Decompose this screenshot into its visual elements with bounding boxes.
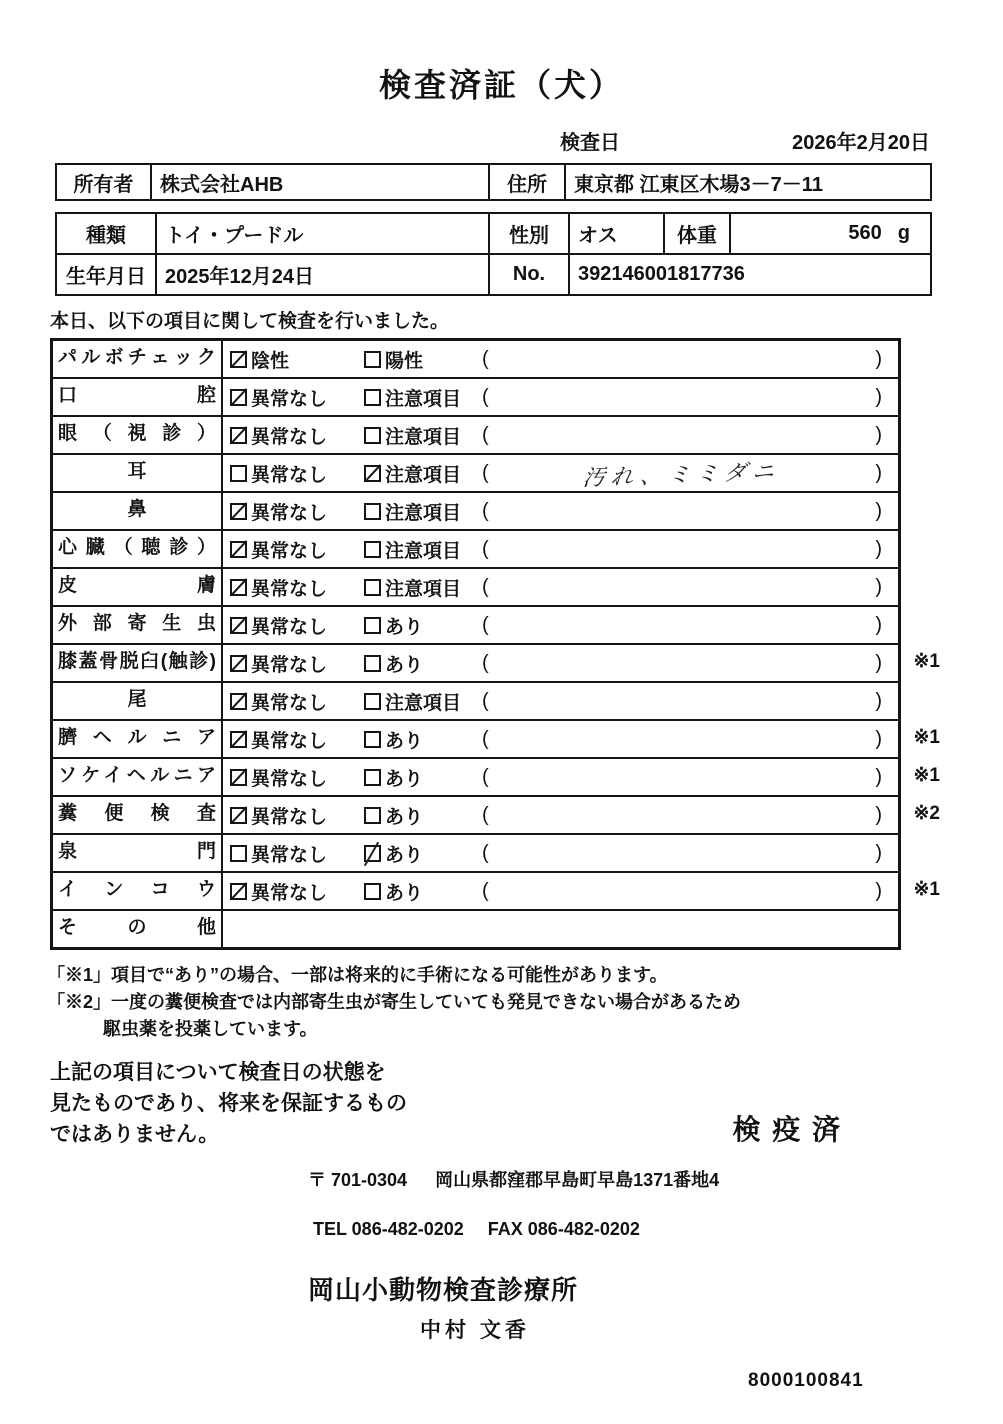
option-label-2: 注意項目 <box>385 540 462 562</box>
exam-row-body <box>223 759 898 795</box>
exam-row-7 <box>53 607 898 645</box>
exam-row-12 <box>53 797 940 835</box>
paren-close: ) <box>875 651 882 674</box>
sex-value: オス <box>569 213 664 254</box>
checkbox-checked-icon <box>230 503 247 520</box>
exam-row-body <box>223 683 898 719</box>
option-label-1: 異常なし <box>251 540 328 562</box>
checkbox-empty-icon <box>364 389 381 406</box>
exam-row-10 <box>53 721 940 759</box>
exam-item-label: インコウ <box>53 873 223 909</box>
checkbox-empty-icon <box>364 427 381 444</box>
exam-item-label: その他 <box>53 911 223 947</box>
exam-row-5 <box>53 531 898 569</box>
paren-open: ( <box>482 537 489 560</box>
reference-mark: ※1 <box>913 765 940 786</box>
option-label-1: 異常なし <box>251 882 328 904</box>
intro-text: 本日、以下の項目に関して検査を行いました。 <box>50 311 450 332</box>
exam-row-body <box>223 873 898 909</box>
paren-close: ) <box>875 423 882 446</box>
checkbox-checked-icon <box>364 845 381 862</box>
checkbox-empty-icon <box>364 769 381 786</box>
option-label-2: 注意項目 <box>385 464 462 486</box>
handwritten-note: 汚れ、ミミダニ <box>581 458 782 491</box>
checkbox-checked-icon <box>230 693 247 710</box>
paren-open: ( <box>482 347 489 370</box>
no-label: No. <box>489 254 569 295</box>
exam-item-label: 膝蓋骨脱臼(触診) <box>53 645 223 681</box>
owner-value: 株式会社AHB <box>151 164 489 200</box>
checkbox-checked-icon <box>230 769 247 786</box>
checkbox-checked-icon <box>230 807 247 824</box>
paren-close: ) <box>875 803 882 826</box>
page-title: 検査済証（犬） <box>378 67 624 103</box>
exam-row-9 <box>53 683 898 721</box>
exam-row-body <box>223 379 898 415</box>
paren-close: ) <box>875 765 882 788</box>
exam-row-body <box>223 607 898 643</box>
exam-row-4 <box>53 493 898 531</box>
paren-open: ( <box>482 651 489 674</box>
exam-row-body <box>223 721 898 757</box>
paren-open: ( <box>482 727 489 750</box>
checkbox-checked-icon <box>230 617 247 634</box>
option-label-1: 異常なし <box>251 730 328 752</box>
weight-label: 体重 <box>664 213 730 254</box>
serial-number: 8000100841 <box>748 1370 864 1391</box>
paren-open: ( <box>482 765 489 788</box>
paren-open: ( <box>482 841 489 864</box>
option-label-1: 異常なし <box>251 616 328 638</box>
option-label-1: 異常なし <box>251 426 328 448</box>
checkbox-empty-icon <box>364 503 381 520</box>
option-label-2: 注意項目 <box>385 388 462 410</box>
checkbox-empty-icon <box>364 693 381 710</box>
exam-row-8 <box>53 645 940 683</box>
paren-close: ) <box>875 537 882 560</box>
option-label-2: あり <box>385 882 424 904</box>
exam-item-label: 臍ヘルニア <box>53 721 223 757</box>
checkbox-checked-icon <box>230 389 247 406</box>
paren-open: ( <box>482 803 489 826</box>
reference-mark: ※2 <box>913 803 940 824</box>
exam-row-6 <box>53 569 898 607</box>
paren-open: ( <box>482 689 489 712</box>
paren-close: ) <box>875 499 882 522</box>
checkbox-empty-icon <box>364 351 381 368</box>
footnote-1: 「※1」項目で“あり”の場合、一部は将来的に手術になる可能性があります。 <box>47 965 668 985</box>
exam-item-label: パルボチェック <box>53 341 223 377</box>
exam-row-0 <box>53 341 898 379</box>
owner-label: 所有者 <box>56 164 151 200</box>
exam-item-label: 耳 <box>53 455 223 491</box>
clinic-name: 岡山小動物検査診療所 <box>308 1275 579 1305</box>
paren-close: ) <box>875 879 882 902</box>
option-label-1: 陰性 <box>251 350 290 372</box>
exam-row-body <box>223 493 898 529</box>
address-label: 住所 <box>489 164 565 200</box>
exam-row-13 <box>53 835 898 873</box>
animal-table <box>55 212 932 296</box>
checkbox-checked-icon <box>230 541 247 558</box>
exam-row-11 <box>53 759 940 797</box>
exam-row-body <box>223 797 898 833</box>
exam-row-15 <box>53 911 898 947</box>
disclaimer-row <box>50 1057 930 1150</box>
option-label-1: 異常なし <box>251 806 328 828</box>
checkbox-empty-icon <box>364 807 381 824</box>
exam-item-label: 尾 <box>53 683 223 719</box>
clinic-tel-line <box>313 1219 1003 1240</box>
exam-item-label: 眼（視診） <box>53 417 223 453</box>
option-label-1: 異常なし <box>251 692 328 714</box>
paren-open: ( <box>482 423 489 446</box>
option-label-1: 異常なし <box>251 768 328 790</box>
option-label-2: あり <box>385 768 424 790</box>
clinic-address: 岡山県都窪郡早島町早島1371番地4 <box>435 1170 720 1190</box>
checkbox-empty-icon <box>364 731 381 748</box>
paren-open: ( <box>482 575 489 598</box>
exam-row-3 <box>53 455 898 493</box>
paren-open: ( <box>482 461 489 484</box>
no-value: 392146001817736 <box>569 254 931 295</box>
checkbox-empty-icon <box>230 465 247 482</box>
paren-open: ( <box>482 385 489 408</box>
paren-close: ) <box>875 689 882 712</box>
option-label-1: 異常なし <box>251 654 328 676</box>
option-label-2: あり <box>385 616 424 638</box>
checkbox-empty-icon <box>364 883 381 900</box>
exam-row-body <box>223 531 898 567</box>
exam-row-2 <box>53 417 898 455</box>
paren-close: ) <box>875 575 882 598</box>
paren-open: ( <box>482 613 489 636</box>
checkbox-checked-icon <box>230 655 247 672</box>
exam-item-label: 口腔 <box>53 379 223 415</box>
exam-row-body <box>223 911 898 947</box>
paren-close: ) <box>875 385 882 408</box>
exam-row-1 <box>53 379 898 417</box>
exam-row-body <box>223 341 898 377</box>
option-label-2: あり <box>385 654 424 676</box>
paren-close: ) <box>875 347 882 370</box>
paren-open: ( <box>482 879 489 902</box>
exam-results-table <box>50 338 940 950</box>
footnote-2b: 駆虫薬を投薬しています。 <box>103 1019 318 1039</box>
option-label-1: 異常なし <box>251 502 328 524</box>
option-label-2: あり <box>385 806 424 828</box>
disclaimer-line-3: ではありません。 <box>50 1123 220 1146</box>
reference-mark: ※1 <box>913 727 940 748</box>
exam-date-label: 検査日 <box>560 132 620 154</box>
exam-item-label: 外部寄生虫 <box>53 607 223 643</box>
paren-close: ) <box>875 613 882 636</box>
checkbox-empty-icon <box>364 579 381 596</box>
checkbox-empty-icon <box>364 655 381 672</box>
exam-item-label: 泉門 <box>53 835 223 871</box>
option-label-1: 異常なし <box>251 388 328 410</box>
exam-row-body <box>223 835 898 871</box>
exam-row-body <box>223 569 898 605</box>
option-label-2: あり <box>385 730 424 752</box>
breed-value: トイ・プードル <box>156 213 489 254</box>
reference-mark: ※1 <box>913 879 940 900</box>
footnote-2: 「※2」一度の糞便検査では内部寄生虫が寄生していても発見できない場合があるため <box>47 992 742 1012</box>
disclaimer-line-2: 見たものであり、将来を保証するもの <box>50 1092 407 1115</box>
checkbox-checked-icon <box>230 883 247 900</box>
paren-close: ) <box>875 727 882 750</box>
birth-label: 生年月日 <box>56 254 156 295</box>
exam-row-body <box>223 645 898 681</box>
option-label-2: 陽性 <box>385 350 424 372</box>
checkbox-empty-icon <box>364 541 381 558</box>
sex-label: 性別 <box>489 213 569 254</box>
exam-item-label: 鼻 <box>53 493 223 529</box>
option-label-2: 注意項目 <box>385 502 462 524</box>
exam-row-body <box>223 417 898 453</box>
clinic-address-line <box>308 1166 1003 1192</box>
option-label-1: 異常なし <box>251 464 328 486</box>
exam-item-label: 心臓（聴診） <box>53 531 223 567</box>
clinic-tel: TEL 086-482-0202 <box>313 1219 464 1239</box>
option-label-2: 注意項目 <box>385 692 462 714</box>
checkbox-empty-icon <box>364 617 381 634</box>
option-label-2: 注意項目 <box>385 578 462 600</box>
paren-close: ) <box>875 461 882 484</box>
checkbox-checked-icon <box>364 465 381 482</box>
address-value: 東京都 江東区木場3－7－11 <box>565 164 931 200</box>
owner-table <box>55 163 932 201</box>
disclaimer-line-1: 上記の項目について検査日の状態を <box>50 1061 386 1084</box>
checkbox-checked-icon <box>230 427 247 444</box>
checkbox-checked-icon <box>230 731 247 748</box>
exam-row-body <box>223 455 898 491</box>
clinic-fax: FAX 086-482-0202 <box>487 1219 640 1239</box>
weight-cell <box>730 213 931 254</box>
exam-item-label: ソケイヘルニア <box>53 759 223 795</box>
exam-item-label: 皮膚 <box>53 569 223 605</box>
remark-area <box>489 458 876 489</box>
checkbox-empty-icon <box>230 845 247 862</box>
footnotes <box>47 962 1003 1043</box>
breed-label: 種類 <box>56 213 156 254</box>
checkbox-checked-icon <box>230 579 247 596</box>
paren-close: ) <box>875 841 882 864</box>
exam-date-value: 2026年2月20日 <box>792 132 930 154</box>
paren-open: ( <box>482 499 489 522</box>
option-label-1: 異常なし <box>251 844 328 866</box>
option-label-1: 異常なし <box>251 578 328 600</box>
disclaimer-text <box>50 1057 407 1150</box>
weight-unit: g <box>897 222 910 244</box>
exam-row-14 <box>53 873 940 911</box>
option-label-2: 注意項目 <box>385 426 462 448</box>
checkbox-checked-icon <box>230 351 247 368</box>
birth-value: 2025年12月24日 <box>156 254 489 295</box>
clinic-postal: 〒 701-0304 <box>308 1170 408 1190</box>
exam-date-row <box>55 126 930 155</box>
exam-item-label: 糞便検査 <box>53 797 223 833</box>
quarantine-stamp: 検 疫 済 <box>732 1114 842 1145</box>
weight-value: 560 <box>848 222 882 244</box>
reference-mark: ※1 <box>913 651 940 672</box>
vet-name: 中村 文香 <box>420 1319 530 1342</box>
option-label-2: あり <box>385 844 424 866</box>
